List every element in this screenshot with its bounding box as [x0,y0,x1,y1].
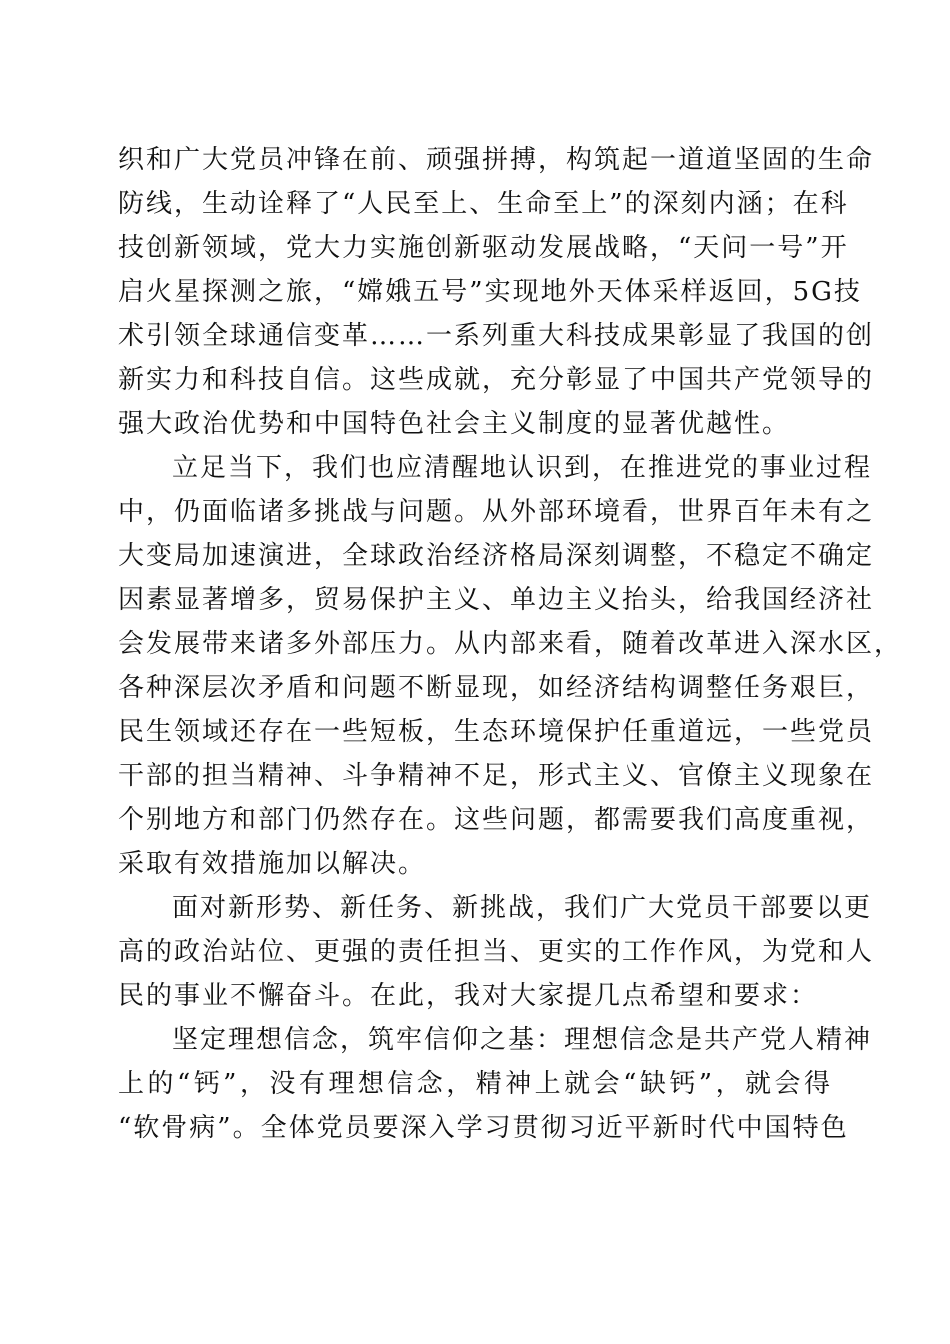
paragraph-achievements [118,138,875,446]
paragraph-challenges [118,446,903,886]
paragraph-line: 强大政治优势和中国特色社会主义制度的显著优越性。 [118,409,791,439]
paragraph-line: 会发展带来诸多外部压力。从内部来看，随着改革进入深水区， [118,629,903,659]
paragraph-line: 采取有效措施加以解决。 [118,849,427,879]
paragraph-line: 启火星探测之旅，“嫦娥五号”实现地外天体采样返回，5G技 [118,277,862,307]
paragraph-line: 织和广大党员冲锋在前、顽强拼搏，构筑起一道道坚固的生命 [118,145,875,175]
paragraph-line: 高的政治站位、更强的责任担当、更实的工作作风，为党和人 [118,937,875,967]
paragraph-line: 个别地方和部门仍然存在。这些问题，都需要我们高度重视， [118,805,875,835]
paragraph-line: 面对新形势、新任务、新挑战，我们广大党员干部要以更 [172,893,873,923]
document-body [118,138,903,1150]
paragraph-line: “软骨病”。全体党员要深入学习贯彻习近平新时代中国特色 [118,1113,849,1143]
paragraph-line: 大变局加速演进，全球政治经济格局深刻调整，不稳定不确定 [118,541,875,571]
paragraph-line: 技创新领域，党大力实施创新驱动发展战略，“天问一号”开 [118,233,849,263]
paragraph-line: 中，仍面临诸多挑战与问题。从外部环境看，世界百年未有之 [118,497,875,527]
paragraph-line: 各种深层次矛盾和问题不断显现，如经济结构调整任务艰巨， [118,673,875,703]
paragraph-line: 民的事业不懈奋斗。在此，我对大家提几点希望和要求： [118,981,819,1011]
paragraph-line: 干部的担当精神、斗争精神不足，形式主义、官僚主义现象在 [118,761,875,791]
paragraph-line: 防线，生动诠释了“人民至上、生命至上”的深刻内涵；在科 [118,189,849,219]
paragraph-line: 术引领全球通信变革……一系列重大科技成果彰显了我国的创 [118,321,875,351]
paragraph-ideals [118,1018,873,1150]
paragraph-line: 民生领域还存在一些短板，生态环境保护任重道远，一些党员 [118,717,875,747]
paragraph-line: 因素显著增多，贸易保护主义、单边主义抬头，给我国经济社 [118,585,875,615]
paragraph-line: 新实力和科技自信。这些成就，充分彰显了中国共产党领导的 [118,365,875,395]
paragraph-line: 立足当下，我们也应清醒地认识到，在推进党的事业过程 [172,453,873,483]
paragraph-line: 上的“钙”，没有理想信念，精神上就会“缺钙”，就会得 [118,1069,832,1099]
paragraph-line: 坚定理想信念，筑牢信仰之基：理想信念是共产党人精神 [172,1025,873,1055]
paragraph-expectations [118,886,875,1018]
